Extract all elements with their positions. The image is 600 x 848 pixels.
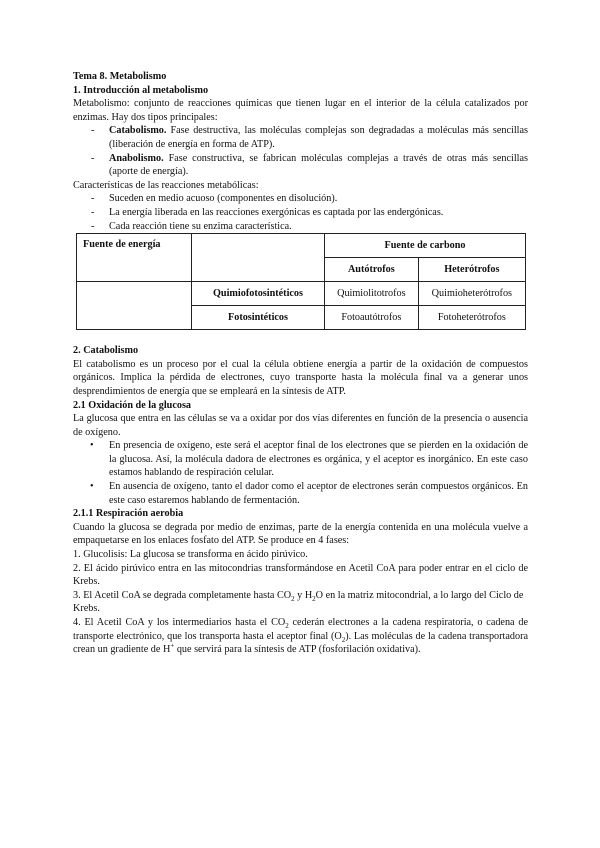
definition: Fase destructiva, las moléculas complejas son degradadas a moléculas más sencillas (liberación de energía en forma de ATP). [109, 125, 528, 150]
subscript: 2 [285, 622, 289, 631]
table-header-heterotrophs: Heterótrofos [418, 258, 525, 282]
text-run: que servirá para la síntesis de ATP (fosforilación oxidativa). [174, 644, 421, 656]
step-3 [73, 589, 528, 616]
table-cell: Quimiolitotrofos [325, 282, 419, 306]
text-run: ). Las moléculas de la cadena transportadora crean un gradiente de H [73, 630, 529, 656]
section-heading: 2. Catabolismo [73, 345, 139, 357]
document-title: Tema 8. Metabolismo [73, 71, 167, 82]
step-4 [73, 616, 528, 657]
subsection-heading: 2.1.1 Respiración aerobia [73, 508, 184, 520]
classification-table [76, 233, 526, 330]
paragraph: Características de las reacciones metabólicas: [73, 179, 259, 191]
table-cell: Fotoheterótrofos [418, 306, 525, 330]
list-item: - Suceden en medio acuoso (componentes en disolución). [73, 192, 528, 206]
table-row-label: Quimiofotosintéticos [192, 282, 325, 306]
table-cell: Fotoautótrofos [325, 306, 419, 330]
list-item: • En ausencia de oxígeno, tanto el dador como el aceptor de electrones serán compuestos orgánicos. En este caso estaremos hablando de fermentación. [73, 480, 528, 507]
subsection-heading: 2.1 Oxidación de la glucosa [73, 399, 192, 411]
list-item: - Cada reacción tiene su enzima característica. [73, 220, 528, 234]
table-cell [77, 306, 192, 330]
step-2: 2. El ácido pirúvico entra en las mitocondrias transformándose en Acetil CoA para poder entrar en el ciclo de Krebs. [73, 562, 528, 588]
definition: Fase constructiva, se fabrican moléculas complejas a través de otras más sencillas (aporte de energía). [109, 152, 528, 178]
table-header-energy: Fuente de energía [77, 234, 192, 282]
metabolism-types-list [73, 124, 528, 178]
paragraph: Cuando la glucosa se degrada por medio de enzimas, parte de la energía contenida en una molécula vuelve a empaquetarse en los enlaces fosfato del ATP. Se produce en 4 fases: [73, 521, 528, 547]
table-empty-cell [192, 234, 325, 282]
table-cell [77, 282, 192, 306]
table-row-label: Fotosintéticos [192, 306, 325, 330]
list-item: - La energía liberada en las reacciones exergónicas es captada por las endergónicas. [73, 206, 528, 220]
term: Catabolismo. [109, 125, 167, 137]
subscript: 2 [312, 594, 316, 603]
text-run: 4. El Acetil CoA y los intermediarios hasta el CO [73, 617, 286, 628]
paragraph: La glucosa que entra en las células se va a oxidar por dos vías diferentes en función de la presencia o ausencia de oxígeno. [73, 413, 528, 438]
text-run: cederán electrones a la cadena respiratoria, o cadena de transporte electrónico, que los transporta hasta el aceptor final (O [73, 617, 528, 642]
term: Anabolismo. [109, 152, 164, 164]
section-heading: 1. Introducción al metabolismo [73, 84, 209, 96]
table-header-autotrophs: Autótrofos [325, 258, 419, 282]
step-1: 1. Glucolisis: La glucosa se transforma en ácido pirúvico. [73, 549, 308, 561]
subscript: 2 [341, 635, 346, 644]
list-item [73, 124, 528, 151]
text-run: O en la matriz mitocondrial, a lo largo del Ciclo de Krebs. [73, 589, 524, 615]
paragraph: Metabolismo: conjunto de reacciones químicas que tienen lugar en el interior de la célula catalizados por enzimas. Hay dos tipos principales: [73, 98, 528, 123]
document-page [73, 70, 528, 657]
subscript: 2 [291, 594, 295, 603]
characteristics-list [73, 192, 528, 233]
table-header-carbon: Fuente de carbono [325, 234, 526, 258]
text-run: 3. El Acetil CoA se degrada completamente hasta CO [73, 589, 292, 601]
text-run: y H [294, 589, 313, 601]
table-cell: Quimioheterótrofos [418, 282, 525, 306]
list-item [73, 152, 528, 179]
oxidation-list [73, 439, 528, 507]
list-item: • En presencia de oxígeno, este será el aceptor final de los electrones que se pierden en la oxidación de la glucosa. Así, la molécula dadora de electrones es orgánica, y el aceptor es inorgánico. En este caso estamos hablando de respiración celular. [73, 439, 528, 480]
superscript: + [170, 641, 175, 650]
paragraph: El catabolismo es un proceso por el cual la célula obtiene energía a partir de la oxidación de compuestos orgánicos. Implica la pérdida de electrones, cuyo transporte hasta la molécula final va a generar unos desprendimientos de energía que se empleará en la síntesis de ATP. [73, 358, 528, 397]
